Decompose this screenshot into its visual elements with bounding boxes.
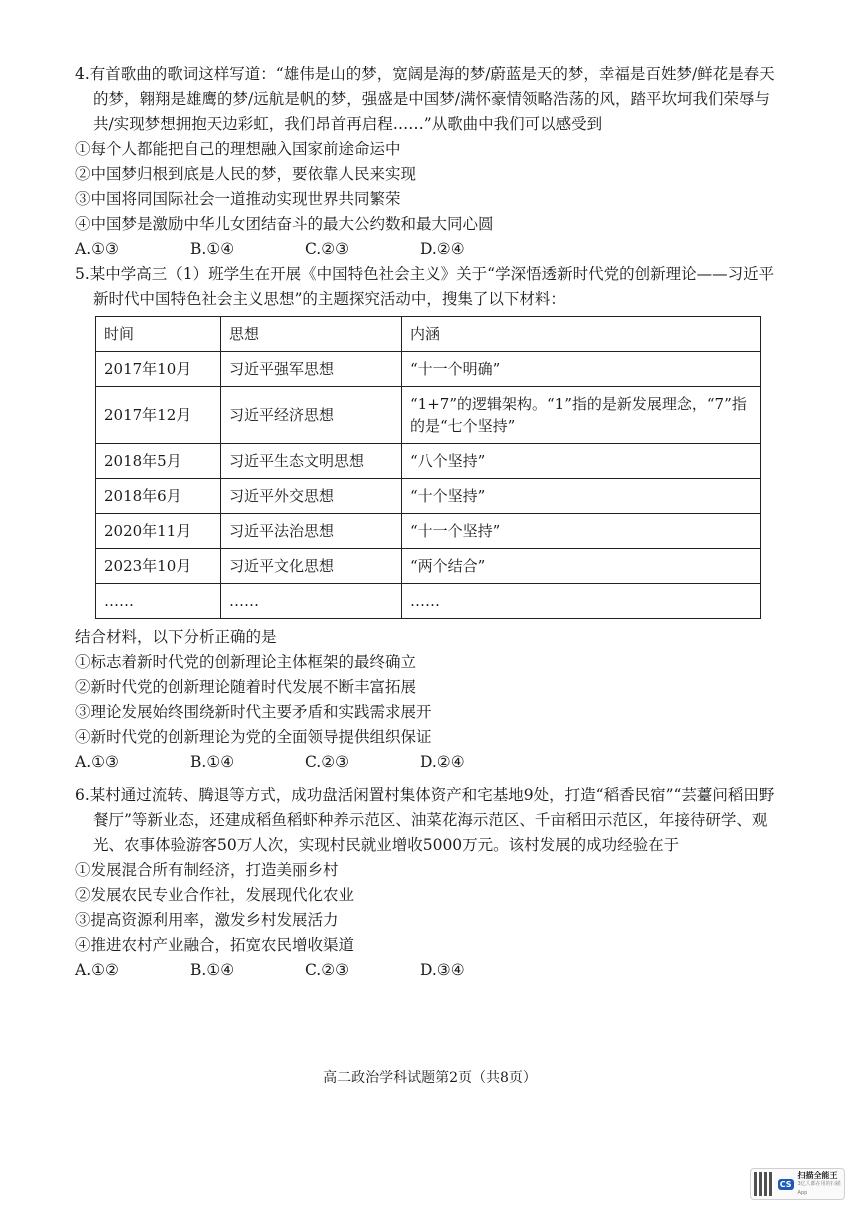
choice-c: C.②③	[305, 753, 350, 771]
scanner-title: 扫描全能王	[797, 1170, 838, 1180]
choice-a: A.①③	[75, 240, 119, 258]
question-4	[75, 62, 785, 262]
choice-b: B.①④	[190, 240, 235, 258]
question-4-option-3: ③中国将同国际社会一道推动实现世界共同繁荣	[75, 190, 401, 208]
question-6	[75, 783, 785, 983]
table-cell: 习近平法治思想	[221, 514, 402, 549]
question-5-option-2: ②新时代党的创新理论随着时代发展不断丰富拓展	[75, 678, 417, 696]
table-row	[96, 514, 761, 549]
question-6-choices	[75, 958, 785, 983]
question-4-option-2: ②中国梦归根到底是人民的梦，要依靠人民来实现	[75, 165, 417, 183]
table-row	[96, 584, 761, 619]
choice-b: B.①④	[190, 961, 235, 979]
table-cell: 2017年10月	[96, 352, 221, 387]
table-row	[96, 352, 761, 387]
table-cell: ……	[221, 584, 402, 619]
choice-d: D.②④	[420, 240, 465, 258]
scanner-text	[798, 1171, 842, 1198]
choice-d: D.③④	[420, 961, 465, 979]
table-cell: 习近平文化思想	[221, 549, 402, 584]
table-cell: ……	[402, 584, 761, 619]
question-5-option-4: ④新时代党的创新理论为党的全面领导提供组织保证	[75, 728, 432, 746]
table-row	[96, 549, 761, 584]
choice-a: A.①③	[75, 753, 119, 771]
page-footer: 高二政治学科试题第2页（共8页）	[323, 1070, 537, 1086]
choice-c: C.②③	[305, 961, 350, 979]
qr-code-icon	[754, 1172, 774, 1196]
table-cell: “十一个明确”	[402, 352, 761, 387]
camscanner-logo-icon: CS	[779, 1179, 792, 1189]
table-cell: 习近平强军思想	[221, 352, 402, 387]
table-cell: “十个坚持”	[402, 479, 761, 514]
question-4-option-4: ④中国梦是激励中华儿女团结奋斗的最大公约数和最大同心圆	[75, 215, 494, 233]
question-4-stem: 4.有首歌曲的歌词这样写道：“雄伟是山的梦，宽阔是海的梦/蔚蓝是天的梦，幸福是百姓梦/鲜花是春天的梦，翱翔是雄鹰的梦/远航是帆的梦，强盛是中国梦/满怀豪情领略浩荡的风，踏平坎坷我们荣辱与共/实现梦想拥抱天边彩虹，我们昂首再启程……”从歌曲中我们可以感受到	[75, 65, 775, 133]
table-cell: “1+7”的逻辑架构。“1”指的是新发展理念，“7”指的是“七个坚持”	[402, 387, 761, 444]
table-cell: 习近平生态文明思想	[221, 444, 402, 479]
choice-b: B.①④	[190, 753, 235, 771]
table-cell: “两个结合”	[402, 549, 761, 584]
scanner-subtitle: 3亿人都在用的扫描App	[797, 1180, 841, 1196]
table-header-cell: 思想	[221, 317, 402, 352]
table-header-cell: 内涵	[402, 317, 761, 352]
table-cell: “八个坚持”	[402, 444, 761, 479]
materials-table	[95, 316, 761, 619]
table-row	[96, 387, 761, 444]
question-6-option-3: ③提高资源利用率，激发乡村发展活力	[75, 911, 339, 929]
question-5	[75, 262, 785, 775]
table-cell: 习近平外交思想	[221, 479, 402, 514]
table-header-row	[96, 317, 761, 352]
question-5-option-3: ③理论发展始终围绕新时代主要矛盾和实践需求展开	[75, 703, 432, 721]
table-cell: 2023年10月	[96, 549, 221, 584]
question-5-lead: 结合材料，以下分析正确的是	[75, 628, 277, 646]
table-cell: ……	[96, 584, 221, 619]
question-5-option-1: ①标志着新时代党的创新理论主体框架的最终确立	[75, 653, 417, 671]
choice-a: A.①②	[75, 961, 119, 979]
question-4-choices	[75, 237, 785, 262]
table-cell: 2018年5月	[96, 444, 221, 479]
table-header-cell: 时间	[96, 317, 221, 352]
table-cell: 2020年11月	[96, 514, 221, 549]
table-row	[96, 479, 761, 514]
table-row	[96, 444, 761, 479]
question-6-option-2: ②发展农民专业合作社，发展现代化农业	[75, 886, 355, 904]
question-6-stem: 6.某村通过流转、腾退等方式，成功盘活闲置村集体资产和宅基地9处，打造“稻香民宿”“芸薹问稻田野餐厅”等新业态，还建成稻鱼稻虾种养示范区、油菜花海示范区、千亩稻田示范区，年接待研学、观光、农事体验游客50万人次，实现村民就业增收5000万元。该村发展的成功经验在于	[75, 786, 775, 854]
question-5-choices	[75, 750, 785, 775]
table-cell: 习近平经济思想	[221, 387, 402, 444]
table-cell: “十一个坚持”	[402, 514, 761, 549]
table-cell: 2018年6月	[96, 479, 221, 514]
question-6-option-1: ①发展混合所有制经济，打造美丽乡村	[75, 861, 339, 879]
question-4-option-1: ①每个人都能把自己的理想融入国家前途命运中	[75, 140, 401, 158]
table-cell: 2017年12月	[96, 387, 221, 444]
choice-d: D.②④	[420, 753, 465, 771]
choice-c: C.②③	[305, 240, 350, 258]
question-5-stem: 5.某中学高三（1）班学生在开展《中国特色社会主义》关于“学深悟透新时代党的创新理论——习近平新时代中国特色社会主义思想”的主题探究活动中，搜集了以下材料：	[75, 265, 775, 308]
question-6-option-4: ④推进农村产业融合，拓宽农民增收渠道	[75, 936, 355, 954]
scanner-watermark	[750, 1168, 845, 1200]
